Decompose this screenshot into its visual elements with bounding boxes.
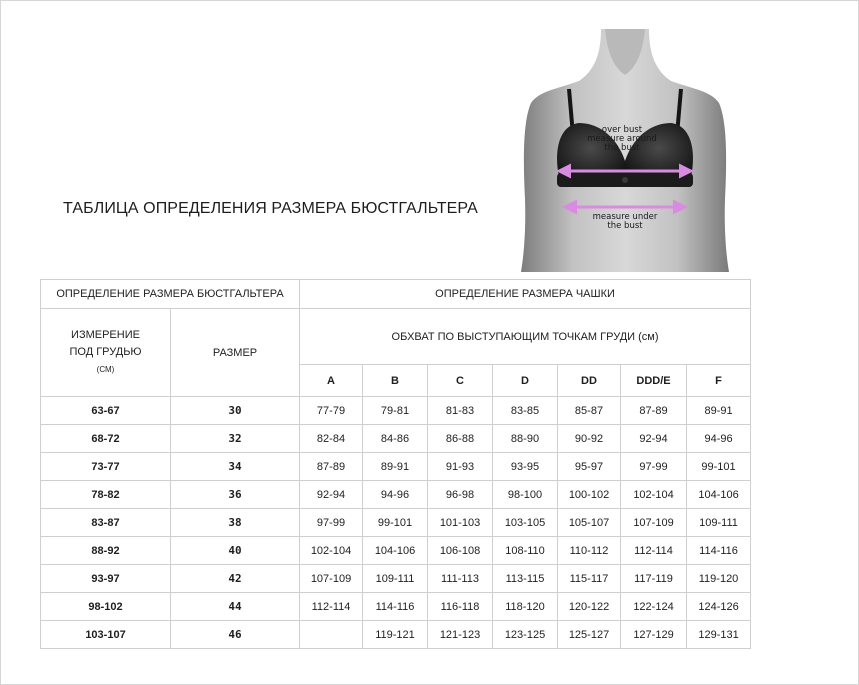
bust-range-cell: 94-96 — [363, 481, 428, 509]
bust-range-cell: 111-113 — [428, 565, 493, 593]
bust-range-cell: 112-114 — [300, 593, 363, 621]
underbust-cell: 63-67 — [41, 397, 171, 425]
size-cell: 40 — [171, 537, 300, 565]
bust-range-cell: 92-94 — [621, 425, 687, 453]
underbust-header: ИЗМЕРЕНИЕ ПОД ГРУДЬЮ (СМ) — [41, 309, 171, 397]
cup-header-f: F — [687, 365, 751, 397]
under-bust-label-1: measure under — [592, 212, 658, 222]
bust-range-cell: 85-87 — [558, 397, 621, 425]
size-cell: 46 — [171, 621, 300, 649]
underbust-cell: 93-97 — [41, 565, 171, 593]
bust-range-cell: 124-126 — [687, 593, 751, 621]
bust-range-cell: 92-94 — [300, 481, 363, 509]
table-row — [41, 593, 751, 621]
bust-range-cell: 106-108 — [428, 537, 493, 565]
bust-range-cell: 109-111 — [363, 565, 428, 593]
cup-header-ddd-e: DDD/E — [621, 365, 687, 397]
cup-header-c: C — [428, 365, 493, 397]
bust-range-cell: 120-122 — [558, 593, 621, 621]
underbust-cell: 83-87 — [41, 509, 171, 537]
bust-range-cell: 104-106 — [687, 481, 751, 509]
bust-range-cell: 81-83 — [428, 397, 493, 425]
cup-header-b: B — [363, 365, 428, 397]
table-row — [41, 537, 751, 565]
bust-range-cell: 89-91 — [687, 397, 751, 425]
underbust-cell: 88-92 — [41, 537, 171, 565]
bust-range-cell: 107-109 — [300, 565, 363, 593]
bust-range-cell: 123-125 — [493, 621, 558, 649]
under-bust-label-2: the bust — [607, 221, 643, 231]
bust-range-cell: 97-99 — [621, 453, 687, 481]
underbust-cell: 103-107 — [41, 621, 171, 649]
bust-range-cell: 96-98 — [428, 481, 493, 509]
table-row — [41, 565, 751, 593]
bra-size-header: ОПРЕДЕЛЕНИЕ РАЗМЕРА БЮСТГАЛЬТЕРА — [41, 280, 300, 309]
size-cell: 30 — [171, 397, 300, 425]
over-bust-label-2: measure around — [587, 134, 657, 144]
bust-range-cell: 127-129 — [621, 621, 687, 649]
over-bust-label-1: over bust — [601, 125, 643, 135]
cup-size-header: ОПРЕДЕЛЕНИЕ РАЗМЕРА ЧАШКИ — [300, 280, 751, 309]
bust-range-cell: 91-93 — [428, 453, 493, 481]
bust-range-cell: 118-120 — [493, 593, 558, 621]
bust-range-cell: 117-119 — [621, 565, 687, 593]
underbust-cell: 98-102 — [41, 593, 171, 621]
table-row — [41, 453, 751, 481]
bust-range-cell: 107-109 — [621, 509, 687, 537]
table-row — [41, 621, 751, 649]
bust-range-cell: 94-96 — [687, 425, 751, 453]
over-bust-label-3: the bust — [604, 143, 640, 153]
bust-range-cell: 79-81 — [363, 397, 428, 425]
bust-range-cell: 77-79 — [300, 397, 363, 425]
table-row — [41, 481, 751, 509]
bust-range-cell: 93-95 — [493, 453, 558, 481]
bust-range-cell: 98-100 — [493, 481, 558, 509]
bust-range-cell: 125-127 — [558, 621, 621, 649]
bust-range-cell: 119-121 — [363, 621, 428, 649]
bust-range-cell: 86-88 — [428, 425, 493, 453]
bust-range-cell: 95-97 — [558, 453, 621, 481]
underbust-cell: 73-77 — [41, 453, 171, 481]
underbust-cell: 78-82 — [41, 481, 171, 509]
bust-range-cell: 105-107 — [558, 509, 621, 537]
cup-header-a: A — [300, 365, 363, 397]
bust-range-cell: 104-106 — [363, 537, 428, 565]
page-title: ТАБЛИЦА ОПРЕДЕЛЕНИЯ РАЗМЕРА БЮСТГАЛЬТЕРА — [63, 200, 478, 217]
cup-header-d: D — [493, 365, 558, 397]
bust-range-cell — [300, 621, 363, 649]
bust-range-cell: 108-110 — [493, 537, 558, 565]
bust-range-cell: 109-111 — [687, 509, 751, 537]
bust-measurement-figure — [521, 29, 729, 272]
bust-range-cell: 84-86 — [363, 425, 428, 453]
bust-range-cell: 97-99 — [300, 509, 363, 537]
bust-range-cell: 115-117 — [558, 565, 621, 593]
bust-range-cell: 90-92 — [558, 425, 621, 453]
bust-range-cell: 103-105 — [493, 509, 558, 537]
table-row — [41, 397, 751, 425]
bust-range-cell: 100-102 — [558, 481, 621, 509]
bust-range-cell: 89-91 — [363, 453, 428, 481]
bust-range-cell: 99-101 — [687, 453, 751, 481]
bust-range-cell: 113-115 — [493, 565, 558, 593]
bust-range-cell: 112-114 — [621, 537, 687, 565]
underbust-cell: 68-72 — [41, 425, 171, 453]
bust-range-cell: 102-104 — [300, 537, 363, 565]
bust-range-cell: 88-90 — [493, 425, 558, 453]
table-row — [41, 509, 751, 537]
bust-range-cell: 129-131 — [687, 621, 751, 649]
size-chart-table — [40, 279, 751, 649]
size-cell: 38 — [171, 509, 300, 537]
bust-range-cell: 119-120 — [687, 565, 751, 593]
size-cell: 42 — [171, 565, 300, 593]
bust-range-cell: 121-123 — [428, 621, 493, 649]
size-cell: 44 — [171, 593, 300, 621]
bust-range-cell: 87-89 — [621, 397, 687, 425]
bust-range-cell: 114-116 — [687, 537, 751, 565]
bust-range-cell: 116-118 — [428, 593, 493, 621]
bust-header: ОБХВАТ ПО ВЫСТУПАЮЩИМ ТОЧКАМ ГРУДИ (см) — [300, 309, 751, 365]
bust-range-cell: 102-104 — [621, 481, 687, 509]
size-cell: 34 — [171, 453, 300, 481]
cup-header-dd: DD — [558, 365, 621, 397]
bust-range-cell: 87-89 — [300, 453, 363, 481]
bust-range-cell: 99-101 — [363, 509, 428, 537]
bust-range-cell: 110-112 — [558, 537, 621, 565]
bust-range-cell: 101-103 — [428, 509, 493, 537]
bust-range-cell: 83-85 — [493, 397, 558, 425]
table-row — [41, 425, 751, 453]
size-header: РАЗМЕР — [171, 309, 300, 397]
size-cell: 32 — [171, 425, 300, 453]
bust-range-cell: 114-116 — [363, 593, 428, 621]
bust-range-cell: 82-84 — [300, 425, 363, 453]
size-cell: 36 — [171, 481, 300, 509]
bust-range-cell: 122-124 — [621, 593, 687, 621]
